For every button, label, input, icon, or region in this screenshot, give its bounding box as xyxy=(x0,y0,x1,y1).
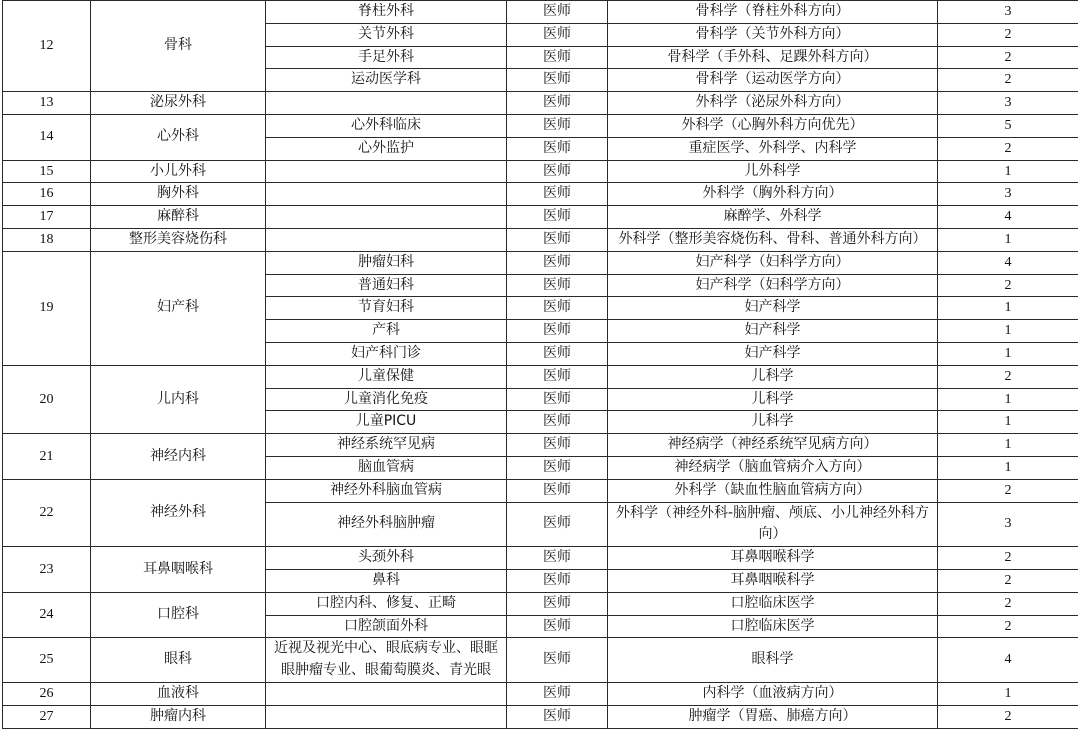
cell-major: 口腔临床医学 xyxy=(608,615,938,638)
cell-position: 医师 xyxy=(507,114,608,137)
cell-count: 4 xyxy=(938,638,1079,683)
cell-position: 医师 xyxy=(507,592,608,615)
cell-number: 22 xyxy=(3,479,91,546)
cell-count: 2 xyxy=(938,69,1079,92)
cell-count: 3 xyxy=(938,1,1079,24)
cell-number: 13 xyxy=(3,92,91,115)
cell-department: 妇产科 xyxy=(91,251,266,365)
cell-subdepartment: 运动医学科 xyxy=(266,69,507,92)
cell-department: 神经外科 xyxy=(91,479,266,546)
table-row xyxy=(3,365,1079,388)
cell-major: 眼科学 xyxy=(608,638,938,683)
cell-subdepartment xyxy=(266,705,507,728)
cell-count: 1 xyxy=(938,228,1079,251)
cell-major: 外科学（心胸外科方向优先） xyxy=(608,114,938,137)
cell-count: 2 xyxy=(938,274,1079,297)
cell-number: 19 xyxy=(3,251,91,365)
table-row xyxy=(3,228,1079,251)
cell-position: 医师 xyxy=(507,615,608,638)
cell-number: 15 xyxy=(3,160,91,183)
cell-number: 25 xyxy=(3,638,91,683)
cell-position: 医师 xyxy=(507,228,608,251)
cell-subdepartment: 口腔颌面外科 xyxy=(266,615,507,638)
cell-count: 3 xyxy=(938,183,1079,206)
cell-subdepartment xyxy=(266,160,507,183)
cell-subdepartment: 肿瘤妇科 xyxy=(266,251,507,274)
cell-department: 神经内科 xyxy=(91,434,266,480)
cell-department: 眼科 xyxy=(91,638,266,683)
cell-number: 21 xyxy=(3,434,91,480)
table-row xyxy=(3,479,1079,502)
cell-subdepartment: 关节外科 xyxy=(266,23,507,46)
cell-number: 12 xyxy=(3,1,91,92)
cell-subdepartment: 心外科临床 xyxy=(266,114,507,137)
table-row xyxy=(3,1,1079,24)
cell-position: 医师 xyxy=(507,206,608,229)
cell-subdepartment xyxy=(266,92,507,115)
cell-subdepartment: 头颈外科 xyxy=(266,547,507,570)
cell-subdepartment xyxy=(266,682,507,705)
cell-subdepartment: 普通妇科 xyxy=(266,274,507,297)
cell-major: 耳鼻咽喉科学 xyxy=(608,547,938,570)
cell-department: 小儿外科 xyxy=(91,160,266,183)
cell-position: 医师 xyxy=(507,502,608,547)
cell-major: 外科学（泌尿外科方向） xyxy=(608,92,938,115)
cell-number: 24 xyxy=(3,592,91,638)
cell-subdepartment: 手足外科 xyxy=(266,46,507,69)
cell-count: 2 xyxy=(938,46,1079,69)
cell-count: 5 xyxy=(938,114,1079,137)
table-row xyxy=(3,638,1079,683)
cell-number: 17 xyxy=(3,206,91,229)
table-row xyxy=(3,682,1079,705)
cell-department: 儿内科 xyxy=(91,365,266,433)
cell-major: 妇产科学 xyxy=(608,297,938,320)
cell-subdepartment xyxy=(266,206,507,229)
cell-major: 外科学（整形美容烧伤科、骨科、普通外科方向） xyxy=(608,228,938,251)
cell-count: 3 xyxy=(938,502,1079,547)
cell-department: 泌尿外科 xyxy=(91,92,266,115)
cell-count: 1 xyxy=(938,434,1079,457)
cell-number: 26 xyxy=(3,682,91,705)
table-row xyxy=(3,206,1079,229)
cell-position: 医师 xyxy=(507,183,608,206)
table-row xyxy=(3,705,1079,728)
cell-position: 医师 xyxy=(507,547,608,570)
cell-number: 14 xyxy=(3,114,91,160)
cell-major: 外科学（缺血性脑血管病方向） xyxy=(608,479,938,502)
cell-major: 骨科学（手外科、足踝外科方向） xyxy=(608,46,938,69)
cell-count: 2 xyxy=(938,569,1079,592)
cell-major: 妇产科学 xyxy=(608,320,938,343)
cell-position: 医师 xyxy=(507,638,608,683)
cell-position: 医师 xyxy=(507,479,608,502)
cell-subdepartment: 产科 xyxy=(266,320,507,343)
table-row xyxy=(3,251,1079,274)
cell-count: 2 xyxy=(938,479,1079,502)
cell-subdepartment: 近视及视光中心、眼底病专业、眼眶眼肿瘤专业、眼葡萄膜炎、青光眼 xyxy=(266,638,507,683)
cell-major: 骨科学（关节外科方向） xyxy=(608,23,938,46)
cell-count: 2 xyxy=(938,365,1079,388)
cell-major: 肿瘤学（胃癌、肺癌方向） xyxy=(608,705,938,728)
cell-department: 血液科 xyxy=(91,682,266,705)
cell-subdepartment: 脊柱外科 xyxy=(266,1,507,24)
cell-major: 口腔临床医学 xyxy=(608,592,938,615)
cell-position: 医师 xyxy=(507,365,608,388)
cell-major: 妇产科学 xyxy=(608,342,938,365)
cell-number: 16 xyxy=(3,183,91,206)
cell-major: 骨科学（运动医学方向） xyxy=(608,69,938,92)
cell-count: 2 xyxy=(938,592,1079,615)
cell-count: 2 xyxy=(938,705,1079,728)
table-row xyxy=(3,92,1079,115)
cell-count: 2 xyxy=(938,137,1079,160)
cell-position: 医师 xyxy=(507,137,608,160)
cell-subdepartment: 儿童PICU xyxy=(266,411,507,434)
cell-position: 医师 xyxy=(507,160,608,183)
cell-count: 1 xyxy=(938,160,1079,183)
cell-position: 医师 xyxy=(507,297,608,320)
table-body xyxy=(3,1,1079,729)
cell-count: 1 xyxy=(938,388,1079,411)
cell-position: 医师 xyxy=(507,569,608,592)
cell-position: 医师 xyxy=(507,342,608,365)
cell-major: 儿外科学 xyxy=(608,160,938,183)
cell-major: 耳鼻咽喉科学 xyxy=(608,569,938,592)
cell-subdepartment: 神经系统罕见病 xyxy=(266,434,507,457)
cell-major: 儿科学 xyxy=(608,365,938,388)
table-row xyxy=(3,183,1079,206)
cell-count: 2 xyxy=(938,547,1079,570)
cell-major: 儿科学 xyxy=(608,411,938,434)
cell-department: 口腔科 xyxy=(91,592,266,638)
cell-subdepartment: 脑血管病 xyxy=(266,456,507,479)
cell-subdepartment xyxy=(266,228,507,251)
cell-position: 医师 xyxy=(507,251,608,274)
cell-count: 1 xyxy=(938,320,1079,343)
cell-count: 2 xyxy=(938,23,1079,46)
cell-count: 2 xyxy=(938,615,1079,638)
cell-department: 心外科 xyxy=(91,114,266,160)
cell-major: 儿科学 xyxy=(608,388,938,411)
cell-major: 神经病学（脑血管病介入方向） xyxy=(608,456,938,479)
cell-count: 1 xyxy=(938,682,1079,705)
cell-department: 耳鼻咽喉科 xyxy=(91,547,266,593)
cell-position: 医师 xyxy=(507,23,608,46)
cell-subdepartment: 鼻科 xyxy=(266,569,507,592)
cell-count: 1 xyxy=(938,297,1079,320)
table-row xyxy=(3,160,1079,183)
cell-subdepartment: 妇产科门诊 xyxy=(266,342,507,365)
table-row xyxy=(3,114,1079,137)
recruitment-table xyxy=(2,0,1078,729)
cell-major: 麻醉学、外科学 xyxy=(608,206,938,229)
cell-major: 外科学（胸外科方向） xyxy=(608,183,938,206)
recruitment-table-page xyxy=(2,0,1078,729)
cell-major: 妇产科学（妇科学方向） xyxy=(608,274,938,297)
cell-position: 医师 xyxy=(507,320,608,343)
cell-subdepartment: 口腔内科、修复、正畸 xyxy=(266,592,507,615)
cell-department: 肿瘤内科 xyxy=(91,705,266,728)
cell-subdepartment: 儿童消化免疫 xyxy=(266,388,507,411)
cell-position: 医师 xyxy=(507,411,608,434)
cell-subdepartment: 神经外科脑血管病 xyxy=(266,479,507,502)
cell-position: 医师 xyxy=(507,1,608,24)
table-row xyxy=(3,547,1079,570)
cell-count: 1 xyxy=(938,342,1079,365)
cell-position: 医师 xyxy=(507,434,608,457)
cell-count: 4 xyxy=(938,206,1079,229)
cell-position: 医师 xyxy=(507,456,608,479)
cell-position: 医师 xyxy=(507,682,608,705)
cell-position: 医师 xyxy=(507,388,608,411)
cell-position: 医师 xyxy=(507,92,608,115)
cell-number: 18 xyxy=(3,228,91,251)
cell-count: 3 xyxy=(938,92,1079,115)
cell-position: 医师 xyxy=(507,274,608,297)
cell-subdepartment: 节育妇科 xyxy=(266,297,507,320)
cell-position: 医师 xyxy=(507,705,608,728)
cell-major: 骨科学（脊柱外科方向） xyxy=(608,1,938,24)
cell-count: 1 xyxy=(938,411,1079,434)
cell-major: 重症医学、外科学、内科学 xyxy=(608,137,938,160)
cell-position: 医师 xyxy=(507,69,608,92)
cell-major: 神经病学（神经系统罕见病方向） xyxy=(608,434,938,457)
table-row xyxy=(3,592,1079,615)
cell-subdepartment xyxy=(266,183,507,206)
cell-major: 外科学（神经外科-脑肿瘤、颅底、小儿神经外科方向） xyxy=(608,502,938,547)
cell-number: 27 xyxy=(3,705,91,728)
cell-major: 内科学（血液病方向） xyxy=(608,682,938,705)
cell-department: 整形美容烧伤科 xyxy=(91,228,266,251)
cell-subdepartment: 心外监护 xyxy=(266,137,507,160)
cell-major: 妇产科学（妇科学方向） xyxy=(608,251,938,274)
cell-department: 骨科 xyxy=(91,1,266,92)
cell-number: 20 xyxy=(3,365,91,433)
cell-count: 1 xyxy=(938,456,1079,479)
cell-subdepartment: 儿童保健 xyxy=(266,365,507,388)
cell-position: 医师 xyxy=(507,46,608,69)
cell-number: 23 xyxy=(3,547,91,593)
cell-department: 麻醉科 xyxy=(91,206,266,229)
cell-department: 胸外科 xyxy=(91,183,266,206)
cell-count: 4 xyxy=(938,251,1079,274)
cell-subdepartment: 神经外科脑肿瘤 xyxy=(266,502,507,547)
table-row xyxy=(3,434,1079,457)
